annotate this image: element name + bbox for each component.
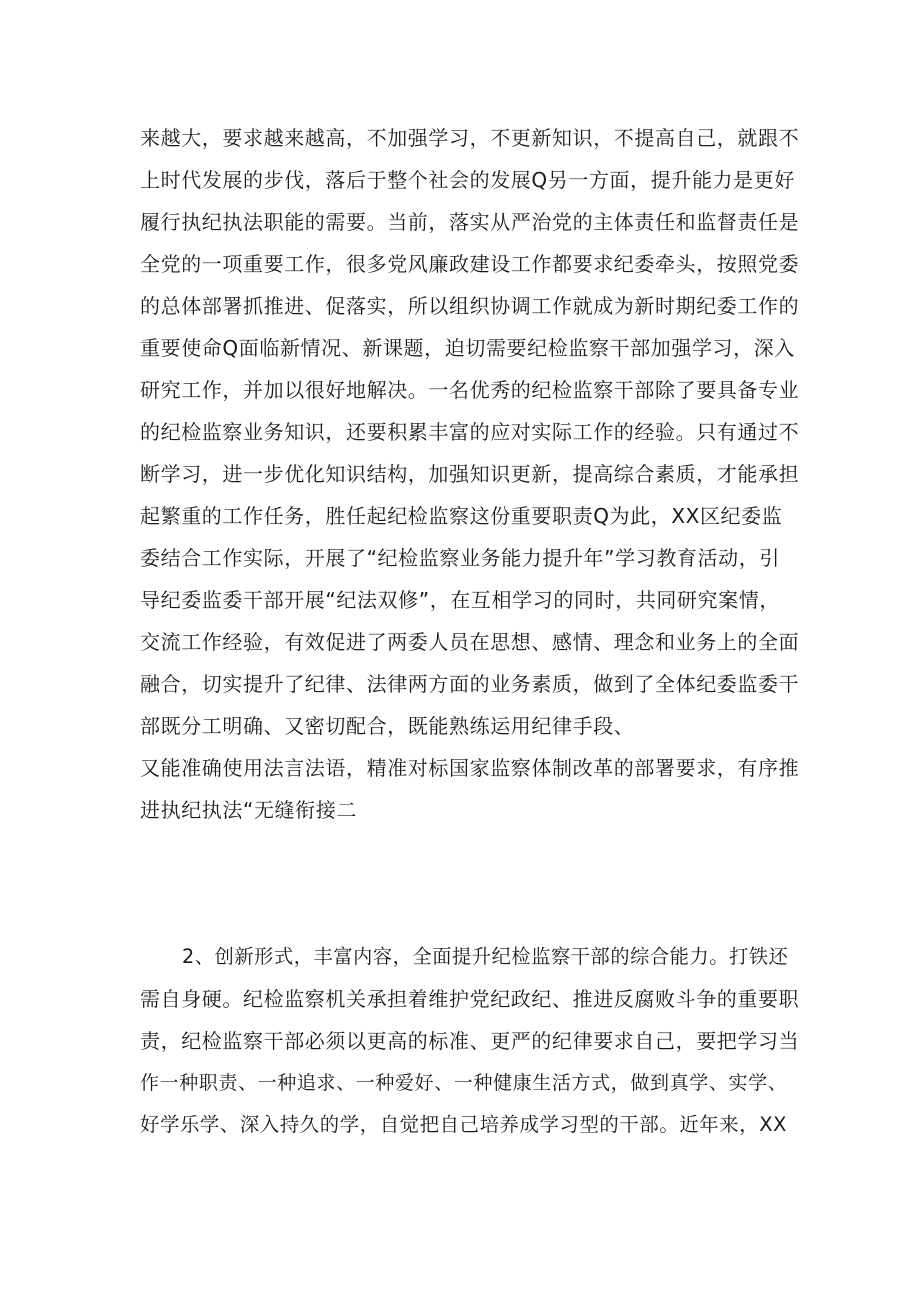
text-line: 的总体部署抓推进、促落实，所以组织协调工作就成为新时期纪委工作的 [140,294,800,318]
text-line: 作一种职责、一种追求、一种爱好、一种健康生活方式，做到真学、实学、 [140,1072,788,1094]
text-line: 上时代发展的步伐，落后于整个社会的发展Q另一方面，提升能力是更好 [140,168,795,192]
text-line: 需自身硬。纪检监察机关承担着维护党纪政纪、推进反腐败斗争的重要职 [140,987,800,1011]
text-line: 起繁重的工作任务，胜任起纪检监察这份重要职责Q为此，XX区纪委监 [140,504,783,528]
text-line: 来越大，要求越来越高，不加强学习，不更新知识，不提高自己，就跟不 [140,126,800,150]
text-line: 导纪委监委干部开展“纪法双修”，在互相学习的同时，共同研究案情， [140,588,780,612]
text-line: 又能准确使用法言法语，精准对标国家监察体制改革的部署要求，有序推 [140,756,800,780]
text-line: 重要使命Q面临新情况、新课题，迫切需要纪检监察干部加强学习，深入 [140,336,795,360]
text-line: 履行执纪执法职能的需要。当前，落实从严治党的主体责任和监督责任是 [140,210,800,234]
paragraph-2 [140,936,800,1146]
text-line: 融合，切实提升了纪律、法律两方面的业务素质，做到了全体纪委监委干 [140,672,800,696]
text-line: 委结合工作实际，开展了“纪检监察业务能力提升年”学习教育活动，引 [140,546,780,570]
text-line: 断学习，进一步优化知识结构，加强知识更新，提高综合素质，才能承担 [140,462,800,486]
text-line: 责，纪检监察干部必须以更高的标准、更严的纪律要求自己，要把学习当 [140,1029,800,1053]
text-line: 进执纪执法“无缝衔接二 [140,798,357,822]
text-line: 2、创新形式，丰富内容，全面提升纪检监察干部的综合能力。打铁还 [182,945,789,968]
text-line: 交流工作经验，有效促进了两委人员在思想、感情、理念和业务上的全面 [140,630,800,654]
text-line: 好学乐学、深入持久的学，自觉把自己培养成学习型的干部。近年来，XX [140,1113,787,1136]
text-line: 部既分工明确、又密切配合，既能熟练运用纪律手段、 [140,714,635,738]
paragraph-1 [140,117,800,831]
text-line: 全党的一项重要工作，很多党风廉政建设工作都要求纪委牵头，按照党委 [140,252,800,276]
text-line: 研究工作，并加以很好地解决。一名优秀的纪检监察干部除了要具备专业 [140,378,800,402]
text-line: 的纪检监察业务知识，还要积累丰富的应对实际工作的经验。只有通过不 [140,420,800,444]
